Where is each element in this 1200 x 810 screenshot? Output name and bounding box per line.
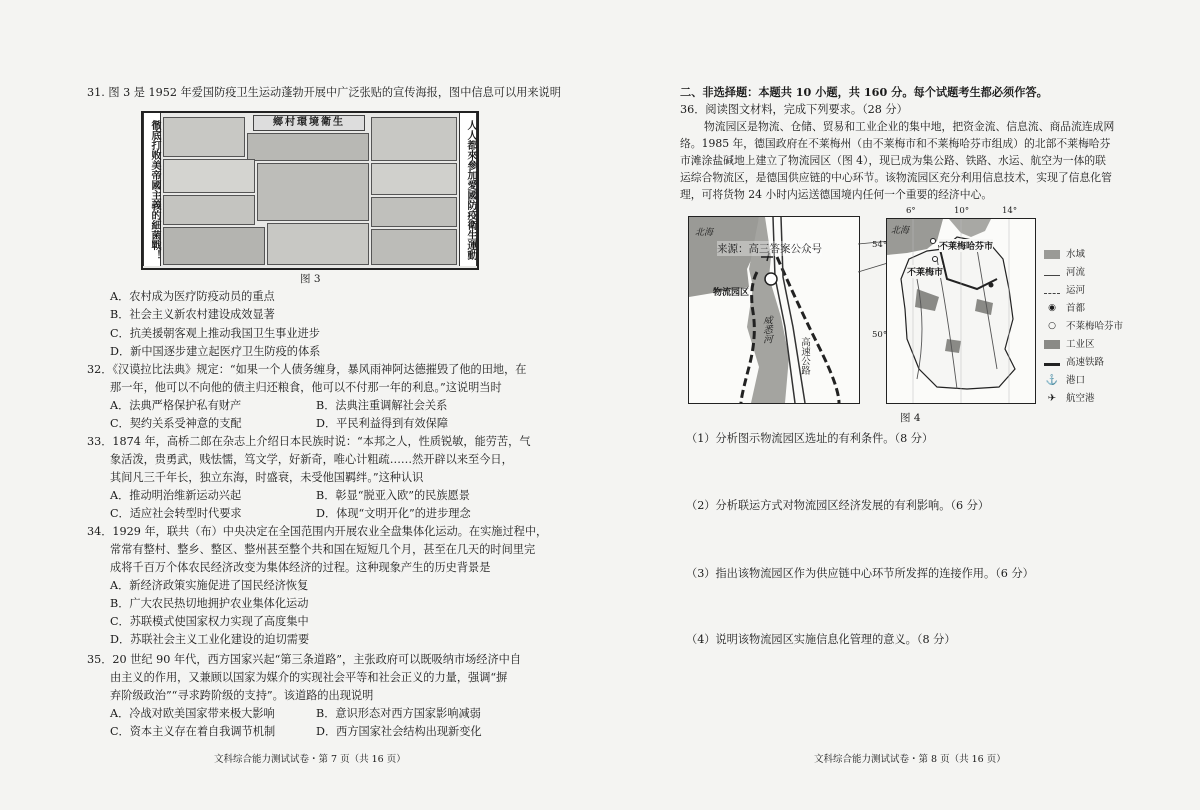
legend-item [1044,354,1104,368]
highway-label: 高速公路 [799,337,810,375]
park-map-sea-label: 北海 [695,228,714,238]
legend-item [1044,264,1085,278]
park-label: 物流园区 [713,288,750,298]
longitude-label: 6° [906,206,916,216]
river-label: 威悉河 [761,315,772,344]
sub-question-3: （3）指出该物流园区作为供应链中心环节所发挥的连接作用。（6 分） [686,567,1034,580]
material-line: 市滩涂盐碱地上建立了物流园区（图 4），现已成为集公路、铁路、水运、航空为一体的联 [680,154,1106,167]
legend-label: 首都 [1066,303,1086,314]
legend-item [1044,336,1095,350]
city-icon: ○ [1048,321,1056,331]
q35-option-b: B．意识形态对西方国家影响减弱 [316,707,481,720]
legend-item [1044,390,1095,404]
capital-icon: ◉ [1048,303,1056,313]
material-line: 理，可将货物 24 小时内运送德国境内任何一个重要的经济中心。 [680,188,993,201]
q33-option-b: B．彰显“脱亚入欧”的民族愿景 [316,489,470,502]
latitude-label: 54° [872,240,888,250]
airport-icon: ✈ [1047,393,1057,404]
q35-line: 弃阶级政治”“寻求跨阶级的支持”。该道路的出现说明 [110,689,374,702]
q35-line: 35．20 世纪 90 年代，西方国家兴起“第三条道路”，主张政府可以既吸纳市场经济中自 [87,653,522,666]
sub-question-1: （1）分析图示物流园区选址的有利条件。（8 分） [686,432,934,445]
longitude-label: 14° [1002,206,1018,216]
logistics-park-marker [765,273,777,285]
q31-option-d: D．新中国逐步建立起医疗卫生防疫的体系 [110,345,321,358]
q34-line: 常常有整村、整乡、整区、整州甚至整个共和国在短短几个月，甚至在几天的时间里完 [110,543,536,556]
q31-option-a: A．农村成为医疗防疫动员的重点 [110,290,275,303]
poster-panel [163,195,255,225]
q34-option-c: C．苏联模式使国家权力实现了高度集中 [110,615,309,628]
q35-option-c: C．资本主义存在着自我调节机制 [110,725,276,738]
q32-line: 那一年，他可以不向他的债主归还粮食，他可以不付那一年的利息。”这说明当时 [110,381,502,394]
q32-option-c: C．契约关系受神意的支配 [110,417,242,430]
left-page-footer: 文科综合能力测试试卷・第 7 页（共 16 页） [214,754,406,765]
q36-intro: 36．阅读图文材料，完成下列要求。（28 分） [680,103,908,116]
q33-line: 其间凡三千年长，独立东海，时盛衰，未受他国羁绊。”这种认识 [110,471,424,484]
legend-label: 河流 [1066,267,1086,278]
longitude-label: 10° [954,206,970,216]
capital-marker [989,283,994,288]
legend-label: 航空港 [1066,393,1095,404]
legend-label: 不莱梅哈芬市 [1066,321,1124,332]
poster-panel [163,227,265,265]
latitude-label: 50° [872,330,888,340]
q35-line: 由主义的作用，又兼顾以国家为媒介的实现社会平等和社会正义的力量，强调“摒 [110,671,508,684]
legend-label: 工业区 [1066,339,1095,350]
q32-option-a: A．法典严格保护私有财产 [110,399,242,412]
poster-panel [247,133,369,161]
legend-label: 高速铁路 [1066,357,1105,368]
q31-stem: 31. 图 3 是 1952 年爱国防疫卫生运动蓬勃开展中广泛张贴的宣传海报，图中信息可以用来说明 [87,86,561,99]
q31-option-c: C．抗美援朝客观上推动我国卫生事业进步 [110,327,320,340]
q34-line: 34．1929 年，联共（布）中央决定在全国范围内开展农业全盘集体化运动。在实施过程中， [87,525,548,538]
legend-item [1044,300,1085,314]
q35-option-d: D．西方国家社会结构出现新变化 [316,725,482,738]
q32-option-d: D．平民利益得到有效保障 [316,417,449,430]
bremen-marker [933,257,938,262]
bremerhaven-marker [931,239,936,244]
legend-item [1044,246,1085,260]
q33-option-c: C．适应社会转型时代要求 [110,507,242,520]
poster-panel [371,197,457,227]
legend-water-swatch [1044,250,1060,259]
q33-option-a: A．推动明治维新运动兴起 [110,489,242,502]
material-line: 络。1985 年，德国政府在不莱梅州（由不莱梅市和不莱梅哈芬市组成）的北部不莱梅哈芬 [680,137,1111,150]
q33-line: 象活泼，贵勇武，贱怯懦，笃文学，好新奇，唯心计粗疏……然开辟以来至今日， [110,453,513,466]
poster-panel [371,117,457,161]
anchor-icon: ⚓ [1045,375,1059,386]
q32-option-b: B．法典注重调解社会关系 [316,399,448,412]
park-detail-map [688,216,860,404]
q31-option-b: B．社会主义新农村建设成效显著 [110,308,275,321]
sub-question-4: （4）说明该物流园区实施信息化管理的意义。（8 分） [686,633,956,646]
poster-panel [371,163,457,195]
q35-option-a: A．冷战对欧美国家带来极大影响 [110,707,275,720]
legend-item [1044,282,1085,296]
watermark: 来源：高三答案公众号 [717,243,822,255]
q34-line: 成将千百万个体农民经济改变为集体经济的过程。这种现象产生的历史背景是 [110,561,491,574]
bremerhaven-label: 不莱梅哈芬市 [939,239,993,252]
legend-industrial-swatch [1044,340,1060,349]
bremen-label: 不莱梅市 [907,265,943,278]
poster-panel [257,163,369,221]
q34-option-b: B．广大农民热切地拥护农业集体化运动 [110,597,309,610]
material-line: 运综合物流区，是德国供应链的中心环节。该物流园区充分利用信息技术，实现了信息化管 [680,171,1112,184]
poster-panel [163,117,245,157]
q33-line: 33．1874 年，高桥二郎在杂志上介绍日本民族时说：“本邦之人，性质锐敏，能劳苦，气 [87,435,531,448]
section-header: 二、非选择题：本题共 10 小题，共 160 分。每个试题考生都必须作答。 [680,85,1048,99]
legend-railway-swatch [1044,359,1060,366]
germany-map-sea-label: 北海 [891,226,910,236]
legend-label: 水域 [1066,249,1086,260]
germany-map [886,218,1036,404]
q32-line: 32．《汉谟拉比法典》规定：“如果一个人债务缠身，暴风雨神阿达德摧毁了他的田地，在 [87,363,527,376]
propaganda-poster [141,111,479,270]
right-page [600,0,1200,810]
legend-canal-swatch [1044,288,1060,294]
legend-item [1044,372,1085,386]
poster-panel [267,223,369,265]
sub-question-2: （2）分析联运方式对物流园区经济发展的有利影响。（6 分） [686,499,990,512]
poster-panel [371,229,457,265]
right-page-footer: 文科综合能力测试试卷・第 8 页（共 16 页） [814,754,1006,765]
poster-panel [163,159,255,193]
industrial-zone [945,339,961,353]
q34-option-a: A．新经济政策实施促进了国民经济恢复 [110,579,309,592]
q34-option-d: D．苏联社会主义工业化建设的迫切需要 [110,633,310,646]
baltic-sea-area [949,219,991,237]
germany-outline [901,237,1015,389]
poster-title: 鄉村環境衛生 [253,115,365,131]
poster-right-slogan: 人人都來參加愛國防疫衛生運動 [459,113,477,266]
figure-3-caption: 图 3 [300,273,321,285]
legend-river-swatch [1044,270,1060,276]
figure-4-caption: 图 4 [900,412,921,424]
legend-item [1044,318,1123,332]
q33-option-d: D．体现“文明开化”的进步理念 [316,507,471,520]
material-line: 物流园区是物流、仓储、贸易和工业企业的集中地，把资金流、信息流、商品流连成网 [704,120,1115,133]
legend-label: 港口 [1066,375,1086,386]
poster-left-slogan: 徹底打败美帝國主義的細菌戰！ [143,113,161,266]
legend-label: 运河 [1066,285,1086,296]
